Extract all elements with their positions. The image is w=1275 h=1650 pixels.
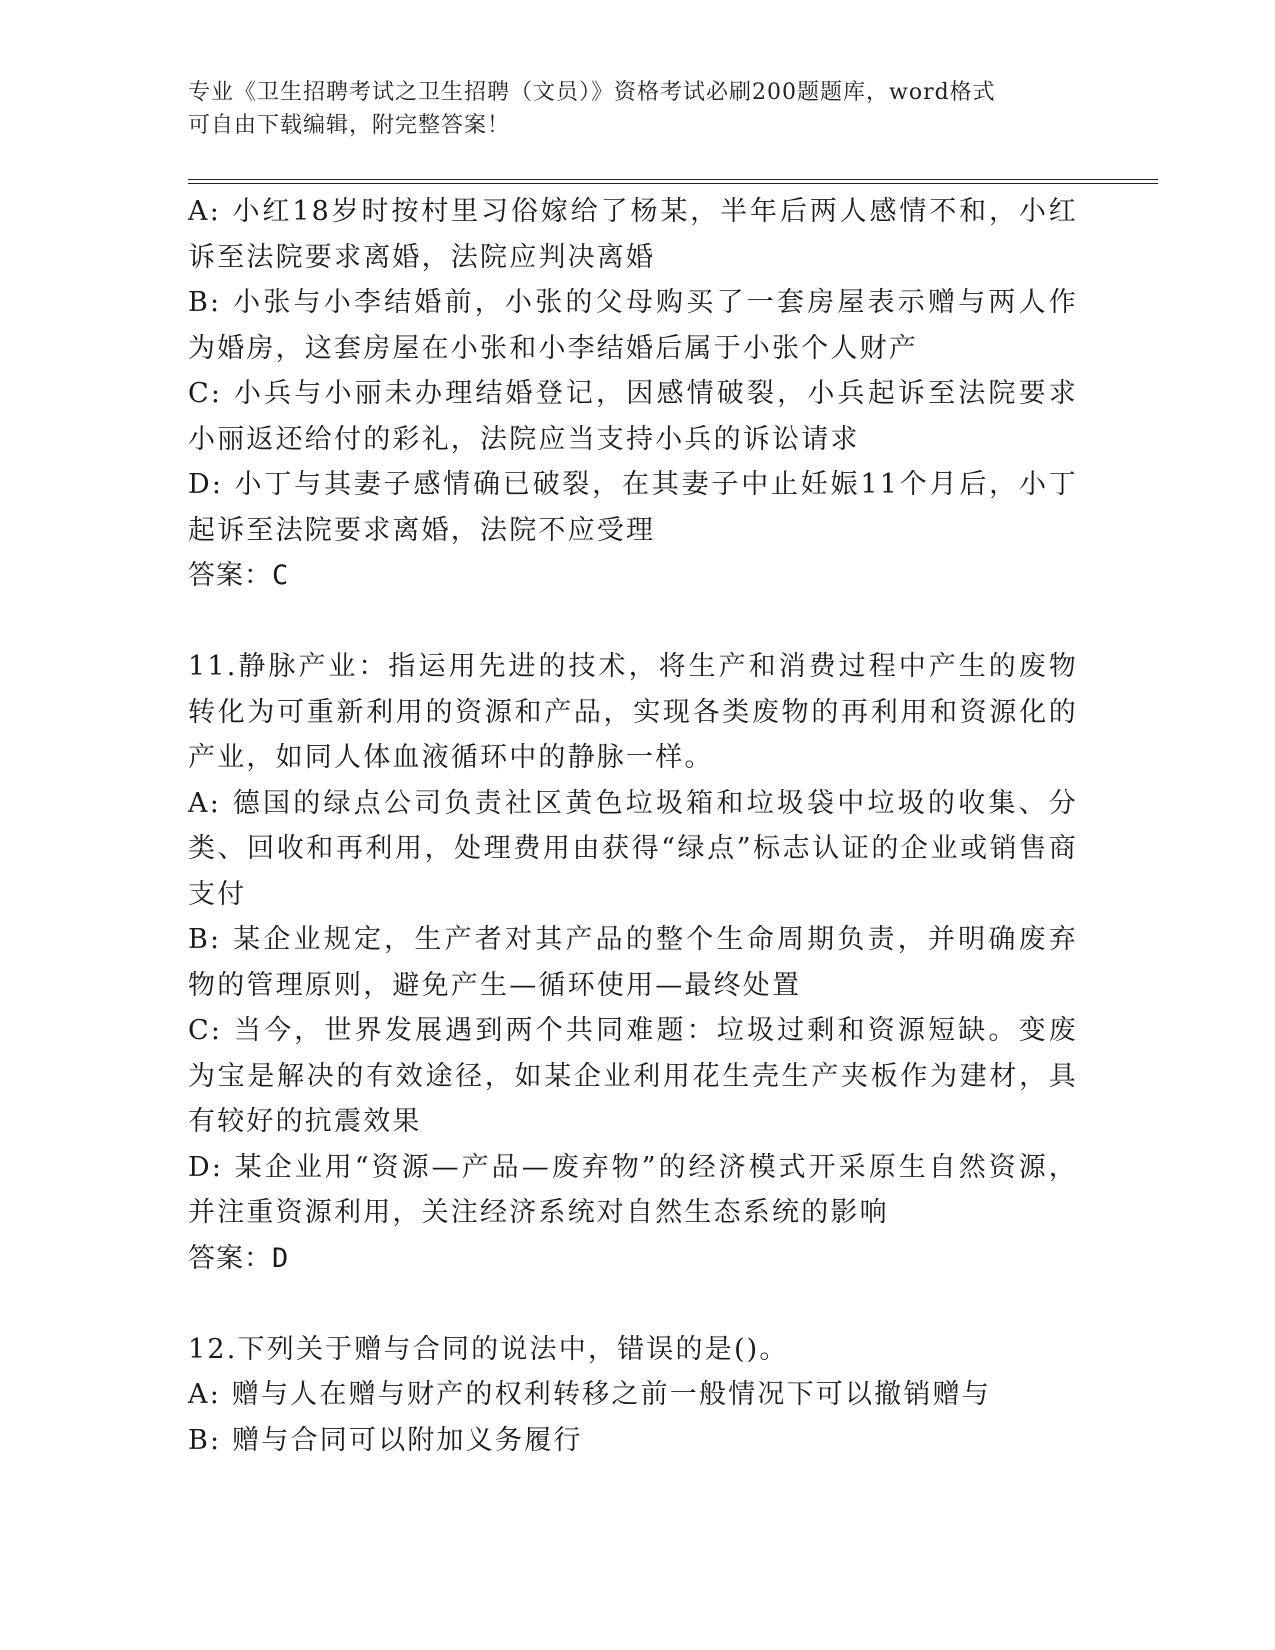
q11-option-d: D: 某企业用“资源—产品—废弃物”的经济模式开采原生自然资源，并注重资源利用，关注经济系统对自然生态系统的影响 [188,1151,1078,1228]
q10-option-c: C: 小兵与小丽未办理结婚登记，因感情破裂，小兵起诉至法院要求小丽返还给付的彩礼，法院应当支持小兵的诉讼请求 [188,378,1078,455]
q10-answer: 答案：C [188,560,290,591]
q11-option-a: A: 德国的绿点公司负责社区黄色垃圾箱和垃圾袋中垃圾的收集、分类、回收和再利用，处理费用由获得“绿点”标志认证的企业或销售商支付 [188,787,1078,910]
q11-option-c: C: 当今，世界发展遇到两个共同难题：垃圾过剩和资源短缺。变废为宝是解决的有效途径，如某企业利用花生壳生产夹板作为建材，具有较好的抗震效果 [188,1015,1078,1137]
q11-option-b: B: 某企业规定，生产者对其产品的整个生命周期负责，并明确废弃物的管理原则，避免产生—循环使用—最终处置 [188,924,1078,1001]
question-11 [188,644,1078,1282]
header-divider-top [188,179,1158,180]
question-12 [188,1327,1078,1464]
q11-stem: 11.静脉产业：指运用先进的技术，将生产和消费过程中产生的废物转化为可重新利用的资源和产品，实现各类废物的再利用和资源化的产业，如同人体血液循环中的静脉一样。 [188,651,1078,773]
q10-option-a: A: 小红18岁时按村里习俗嫁给了杨某，半年后两人感情不和，小红诉至法院要求离婚，法院应判决离婚 [188,196,1078,273]
header-line-2: 可自由下载编辑，附完整答案！ [188,113,511,138]
spacer [188,599,1078,644]
question-10 [188,189,1078,599]
page-header [188,76,1068,142]
spacer [188,1282,1078,1327]
header-line-1: 专业《卫生招聘考试之卫生招聘（文员）》资格考试必刷200题题库，word格式 [188,80,996,105]
question-content [188,189,1078,1463]
q12-option-b: B: 赠与合同可以附加义务履行 [188,1424,583,1456]
q12-option-a: A: 赠与人在赠与财产的权利转移之前一般情况下可以撤销赠与 [188,1379,991,1410]
q10-option-d: D: 小丁与其妻子感情确已破裂，在其妻子中止妊娠11个月后，小丁起诉至法院要求离婚，法院不应受理 [188,469,1078,546]
q12-stem: 12.下列关于赠与合同的说法中，错误的是()。 [188,1333,789,1365]
q11-answer: 答案：D [188,1242,290,1274]
header-divider-bottom [188,183,1158,184]
q10-option-b: B: 小张与小李结婚前，小张的父母购买了一套房屋表示赠与两人作为婚房，这套房屋在小张和小李结婚后属于小张个人财产 [188,287,1078,364]
